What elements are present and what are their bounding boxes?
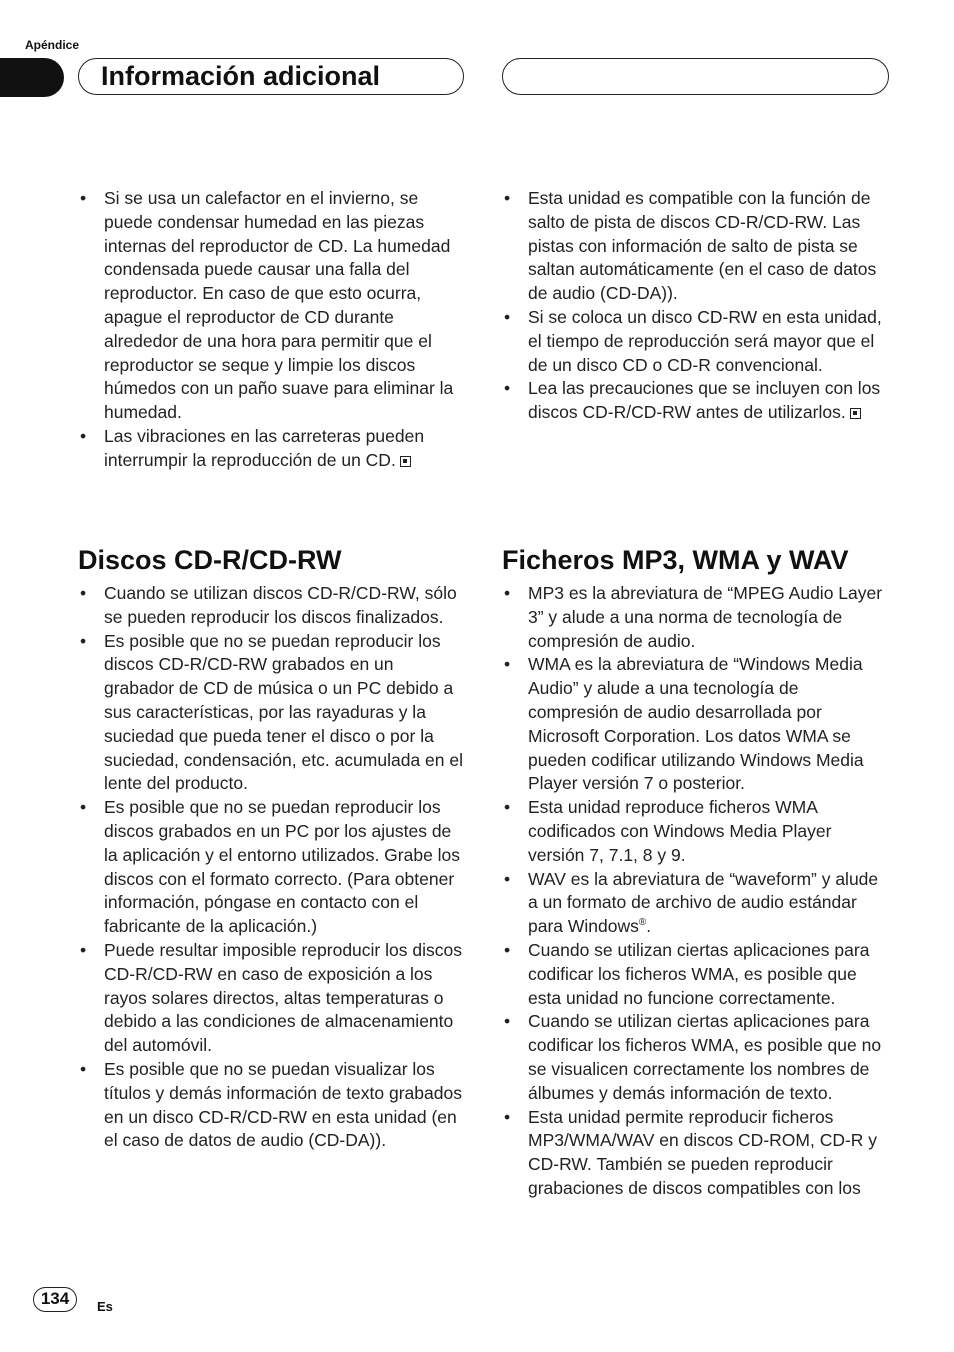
registered-mark: ®	[638, 917, 647, 929]
section-mp3-wma-wav	[502, 544, 892, 1201]
top-right-list	[502, 187, 892, 425]
list-item: • Es posible que no se puedan visualizar los títulos y demás información de texto grabados en un disco CD-R/CD-RW en esta unidad (en el caso de datos de audio (CD-DA)).	[78, 1058, 468, 1153]
list-item: • Esta unidad permite reproducir ficheros MP3/WMA/WAV en discos CD-ROM, CD-R y CD-RW. También se pueden reproducir grabaciones de discos compatibles con los	[502, 1106, 892, 1201]
end-of-section-icon	[850, 408, 861, 419]
top-left-list	[78, 187, 468, 473]
list-item: • Es posible que no se puedan reproducir los discos grabados en un PC por los ajustes de la aplicación y el entorno utilizados. Grabe los discos con el formato correcto. (Para obtener información, póngase en contacto con el fabricante de la aplicación.)	[78, 796, 468, 939]
appendix-label: Apéndice	[25, 38, 80, 52]
list-item: • Cuando se utilizan ciertas aplicaciones para codificar los ficheros WMA, es posible que esta unidad no funcione correctamente.	[502, 939, 892, 1010]
list-item: • WMA es la abreviatura de “Windows Media Audio” y alude a una tecnología de compresión de audio desarrollada por Microsoft Corporation. Los datos WMA se pueden codificar utilizando Windows Media Player versión 7 o posterior.	[502, 653, 892, 796]
list-item: • Es posible que no se puedan reproducir los discos CD-R/CD-RW grabados en un grabador de CD de música o un PC debido a sus características, por las rayaduras y la suciedad que pueda tener el disco o por la suciedad, condensación, etc. acumulada en el lente del producto.	[78, 630, 468, 797]
list-item: • Las vibraciones en las carreteras pueden interrumpir la reproducción de un CD.	[78, 425, 468, 473]
page-title: Información adicional	[101, 61, 381, 91]
header-right-box	[502, 58, 889, 95]
list-item: • MP3 es la abreviatura de “MPEG Audio Layer 3” y alude a una norma de tecnología de compresión de audio.	[502, 582, 892, 653]
header-title-box	[78, 58, 464, 95]
section-title: Ficheros MP3, WMA y WAV	[502, 545, 849, 575]
section-tab-marker	[0, 58, 64, 97]
list-item: • Si se usa un calefactor en el invierno, se puede condensar humedad en las piezas internas del reproductor de CD. La humedad condensada puede causar una falla del reproductor. En caso de que esto ocurra, apague el reproductor de CD durante alrededor de una hora para permitir que el reproductor se seque y limpie los discos húmedos con un paño suave para eliminar la humedad.	[78, 187, 468, 425]
list-item: • Puede resultar imposible reproducir los discos CD-R/CD-RW en caso de exposición a los rayos solares directos, altas temperaturas o debido a las condiciones de almacenamiento del automóvil.	[78, 939, 468, 1058]
end-of-section-icon	[400, 456, 411, 467]
list-item: • WAV es la abreviatura de “waveform” y alude a un formato de archivo de audio estándar para Windows®.	[502, 868, 892, 939]
list-item: • Lea las precauciones que se incluyen con los discos CD-R/CD-RW antes de utilizarlos.	[502, 377, 892, 425]
top-right-column	[502, 187, 892, 425]
list-item: • Esta unidad reproduce ficheros WMA codificados con Windows Media Player versión 7, 7.1, 8 y 9.	[502, 796, 892, 867]
language-label: Es	[97, 1299, 113, 1314]
list-item: • Esta unidad es compatible con la función de salto de pista de discos CD-R/CD-RW. Las pistas con información de salto de pista se saltan automáticamente (en el caso de datos de audio (CD-DA)).	[502, 187, 892, 306]
list-item: • Cuando se utilizan discos CD-R/CD-RW, sólo se pueden reproducir los discos finalizados.	[78, 582, 468, 630]
mp3-list	[502, 582, 892, 1201]
list-item: • Si se coloca un disco CD-RW en esta unidad, el tiempo de reproducción será mayor que el de un disco CD o CD-R convencional.	[502, 306, 892, 377]
list-item: • Cuando se utilizan ciertas aplicaciones para codificar los ficheros WMA, es posible que no se visualicen correctamente los nombres de álbumes y demás información de texto.	[502, 1010, 892, 1105]
top-left-column	[78, 187, 468, 473]
page-number: 134	[33, 1287, 77, 1312]
section-title: Discos CD-R/CD-RW	[78, 545, 342, 575]
cd-list	[78, 582, 468, 1153]
section-cd-discs	[78, 544, 468, 1153]
